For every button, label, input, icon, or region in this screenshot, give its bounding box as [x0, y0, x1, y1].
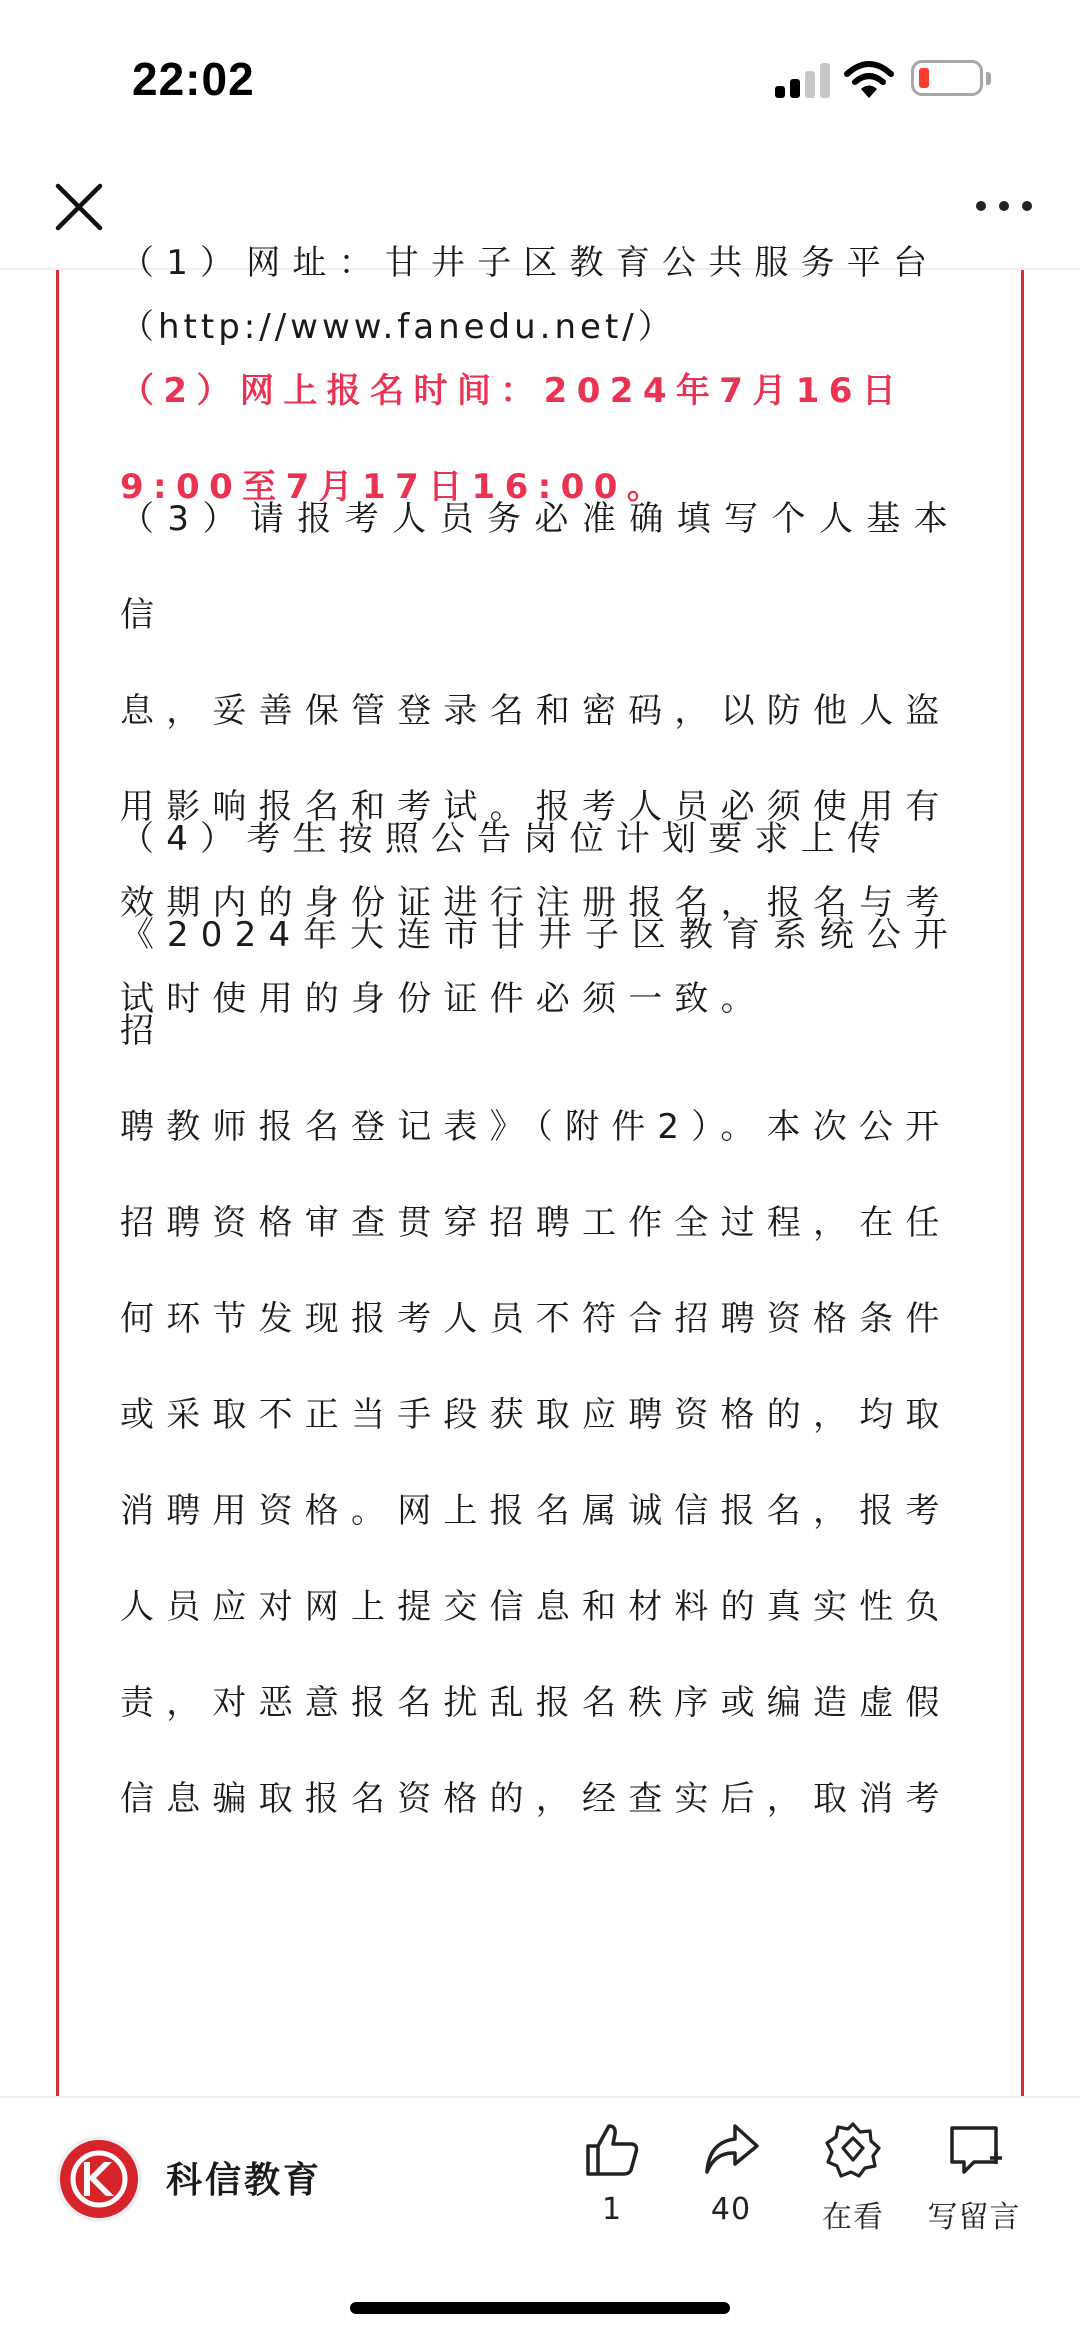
close-icon[interactable] — [48, 176, 110, 238]
text-line: 招聘资格审查贯穿招聘工作全过程，在任 — [120, 1203, 952, 1243]
like-count: 1 — [601, 2192, 623, 2227]
status-bar — [0, 0, 1080, 150]
article-content[interactable] — [0, 243, 1080, 2096]
text-line: （2）网上报名时间：2024年7月16日 — [120, 371, 906, 411]
text-line: 9:00至7月17日16:00。 — [120, 467, 671, 507]
wifi-icon — [844, 60, 894, 100]
text-line: 人员应对网上提交信息和材料的真实性负 — [120, 1587, 952, 1627]
share-icon — [701, 2120, 761, 2180]
text-line: 或采取不正当手段获取应聘资格的，均取 — [120, 1395, 952, 1435]
share-count: 40 — [710, 2192, 752, 2227]
text-line: 用影响报名和考试。报考人员必须使用有 — [120, 787, 952, 827]
text-line: 聘教师报名登记表》（附件2）。本次公开 — [120, 1107, 952, 1147]
text-line: 信息骗取报名资格的，经查实后，取消考 — [120, 1779, 952, 1819]
comment-icon — [944, 2120, 1004, 2180]
wow-icon — [823, 2120, 883, 2180]
comment-button[interactable] — [919, 2120, 1029, 2240]
account-name[interactable]: 科信教育 — [166, 2160, 323, 2201]
wow-label: 在看 — [822, 2200, 884, 2235]
thumbs-up-icon — [582, 2120, 642, 2180]
text-line: （1）网址：甘井子区教育公共服务平台 — [120, 243, 940, 283]
home-indicator[interactable] — [350, 2302, 730, 2314]
text-line: 试时使用的身份证件必须一致。 — [120, 979, 767, 1019]
text-line: 《2024年大连市甘井子区教育系统公开招 — [120, 915, 960, 1051]
battery-icon — [911, 60, 983, 96]
text-line: （4）考生按照公告岗位计划要求上传 — [120, 819, 894, 859]
text-line: 何环节发现报考人员不符合招聘资格条件 — [120, 1299, 952, 1339]
share-button[interactable] — [676, 2120, 786, 2240]
more-options-icon[interactable] — [968, 186, 1040, 226]
cellular-signal-icon — [775, 62, 831, 98]
like-button[interactable] — [557, 2120, 667, 2240]
text-line: 效期内的身份证进行注册报名，报名与考 — [120, 883, 952, 923]
text-line: （http://www.fanedu.net/） — [120, 307, 676, 347]
text-line: 消聘用资格。网上报名属诚信报名，报考 — [120, 1491, 952, 1531]
text-line: 息，妥善保管登录名和密码，以防他人盗 — [120, 691, 952, 731]
article-paragraph — [120, 791, 960, 1847]
account-logo[interactable] — [56, 2136, 142, 2222]
comment-label: 写留言 — [927, 2200, 1021, 2235]
kexin-logo-icon — [60, 2140, 138, 2218]
wow-button[interactable] — [798, 2120, 908, 2240]
status-time: 22:02 — [132, 53, 255, 105]
text-line: 责，对恶意报名扰乱报名秩序或编造虚假 — [120, 1683, 952, 1723]
text-line: （3）请报考人员务必准确填写个人基本信 — [120, 499, 960, 635]
